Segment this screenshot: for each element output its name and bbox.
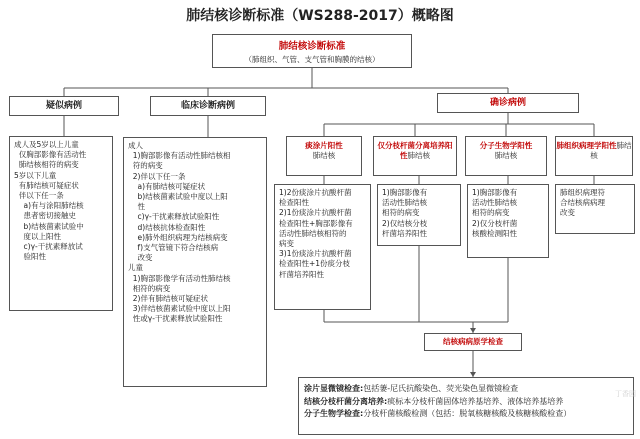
exam-key: 分子生物学检查: — [304, 409, 364, 418]
subtype-red-label: 仅分枝杆菌分离培养阳性 — [377, 141, 453, 160]
subtype-red-label: 肺组织病理学阳性 — [556, 141, 617, 150]
subtype-black-label: 肺结核 — [494, 151, 518, 160]
category-confirmed: 确诊病例 — [437, 93, 579, 113]
watermark: 丁香园 — [615, 390, 636, 398]
subtype-red-label: 分子生物学阳性 — [479, 141, 533, 150]
detail-pathology: 肺组织病理符 合结核病病理 改变 — [555, 184, 635, 234]
root-subtitle: （肺组织、气管、支气管和胸膜的结核） — [244, 55, 380, 64]
category-suspected: 疑似病例 — [9, 96, 119, 116]
root-node — [212, 34, 412, 68]
exam-key: 结核分枝杆菌分离培养: — [304, 396, 388, 406]
subtype-pathology-positive — [555, 136, 633, 176]
exam-desc: 包括萋-尼氏抗酸染色、荧光染色显微镜检查 — [363, 384, 519, 393]
suspected-criteria: 成人及5岁以上儿童 仅胸部影像有活动性 肺结核相符的病变 5岁以下儿童 有肺结核可疑症状 伴以下任一条 a)有与涂阳肺结核 患者密切接触史 b)结核菌素试验中 度以上阳性 c)γ-干扰素释放试 验阳性 — [9, 136, 113, 311]
detail-smear: 1)2份痰涂片抗酸杆菌 检查阳性 2)1份痰涂片抗酸杆菌 检查阳性+胸部影像有 活动性肺结核相符的 病变 3)1份痰涂片抗酸杆菌 检查阳性+1份痰分枝 杆菌培养阳性 — [274, 184, 371, 310]
subtype-molecular-positive — [465, 136, 547, 176]
subtype-smear-positive — [286, 136, 362, 176]
detail-culture: 1)胸部影像有 活动性肺结核 相符的病变 2)仅结核分枝 杆菌培养阳性 — [377, 184, 461, 246]
exam-desc: 痰标本分枝杆菌固体培养基培养、液体培养基培养 — [387, 396, 564, 406]
page-title: 肺结核诊断标准（WS288-2017）概略图 — [186, 8, 454, 24]
root-heading: 肺结核诊断标准 — [278, 41, 346, 52]
subtype-black-label: 肺结核 — [590, 141, 632, 160]
category-clinical: 临床诊断病例 — [150, 96, 266, 116]
subtype-black-label: 肺结核 — [407, 151, 430, 160]
clinical-criteria: 成人 1)胸部影像有活动性肺结核相 符的病变 2)伴以下任一条 a)有肺结核可疑症状 b)结核菌素试验中度以上阳 性 c)γ-干扰素释放试验阳性 d)结核抗体检查阳性 e)肺外组织病理为结核病变 f)支气管镜下符合结核病 改变 儿童 1)胸部影像学有活动性肺结核 相符的病变 2)伴有肺结核可疑症状 3)伴结核菌素试验中度以上阳 性或γ-干扰素释放试验阳性 — [123, 137, 267, 387]
subtype-black-label: 肺结核 — [312, 151, 336, 160]
detail-molecular: 1)胸部影像有 活动性肺结核 相符的病变 2)仅分枝杆菌 核酸检测阳性 — [467, 184, 549, 258]
microbiology-label: 结核病病原学检查 — [424, 333, 522, 351]
exam-key: 涂片显微镜检查: — [304, 384, 364, 393]
exam-desc: 分枝杆菌核酸检测（包括：脱氧核糖核酸及核糖核酸检查） — [363, 409, 572, 418]
subtype-culture-positive — [373, 136, 457, 176]
subtype-red-label: 痰涂片阳性 — [305, 141, 343, 150]
